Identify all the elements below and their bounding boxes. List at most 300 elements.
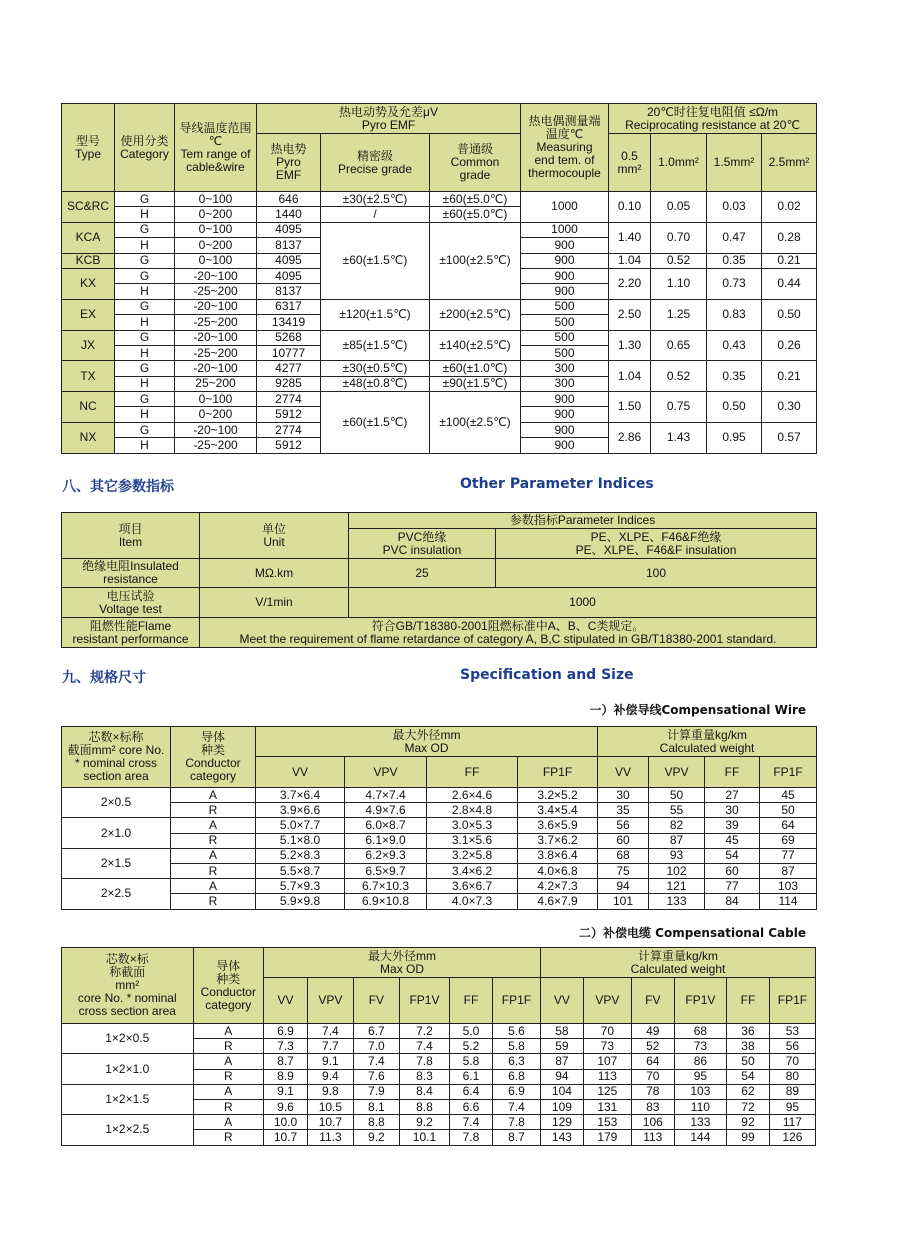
resistance-cell: 2.86 bbox=[609, 422, 651, 453]
weight-cell: 69 bbox=[760, 833, 817, 848]
weight-cell: 60 bbox=[705, 863, 760, 878]
od-cell: 3.4×6.2 bbox=[427, 863, 518, 878]
weight-cell: 54 bbox=[705, 848, 760, 863]
od-cell: 8.1 bbox=[353, 1099, 399, 1114]
precise-cell: ±120(±1.5℃) bbox=[321, 299, 430, 330]
od-cell: 6.1 bbox=[450, 1069, 493, 1084]
section-title-other-cn: 八、其它参数指标 bbox=[62, 479, 174, 495]
weight-cell: 101 bbox=[598, 894, 649, 909]
od-cell: 5.2×8.3 bbox=[256, 848, 345, 863]
weight-cell: 50 bbox=[727, 1054, 770, 1069]
table-row bbox=[62, 299, 817, 314]
measure-cell: 300 bbox=[521, 376, 609, 391]
table-row bbox=[62, 788, 817, 803]
weight-cell: 73 bbox=[583, 1039, 631, 1054]
table-row bbox=[62, 833, 817, 848]
weight-cell: 52 bbox=[631, 1039, 674, 1054]
unit-header: 单位 Unit bbox=[200, 513, 349, 559]
precise-cell: ±60(±1.5℃) bbox=[321, 392, 430, 454]
table-row bbox=[62, 361, 817, 376]
category-cell: G bbox=[115, 268, 175, 283]
range-cell: -25~200 bbox=[175, 315, 257, 330]
od-cell: 4.9×7.6 bbox=[345, 803, 427, 818]
od-cell: 2.6×4.6 bbox=[427, 788, 518, 803]
section-title-other-en: Other Parameter Indices bbox=[460, 476, 654, 492]
table-row bbox=[62, 1084, 816, 1099]
weight-cell: 106 bbox=[631, 1115, 674, 1130]
od-cell: 8.7 bbox=[264, 1054, 308, 1069]
weight-cell: 77 bbox=[705, 879, 760, 894]
weight-cell: 77 bbox=[760, 848, 817, 863]
od-col-header: VPV bbox=[307, 978, 353, 1024]
resistance-cell: 2.50 bbox=[609, 299, 651, 330]
param-indices-header: 参数指标Parameter Indices bbox=[349, 513, 817, 529]
resistance-cell: 0.10 bbox=[609, 192, 651, 223]
weight-cell: 131 bbox=[583, 1099, 631, 1114]
common-cell: ±90(±1.5℃) bbox=[430, 376, 521, 391]
range-cell: -25~200 bbox=[175, 284, 257, 299]
weight-cell: 50 bbox=[649, 788, 705, 803]
weight-cell: 78 bbox=[631, 1084, 674, 1099]
insulation-label: 绝缘电阻Insulated resistance bbox=[62, 559, 200, 588]
od-cell: 6.9 bbox=[264, 1024, 308, 1039]
od-col-header: VV bbox=[264, 978, 308, 1024]
resistance-cell: 1.25 bbox=[651, 299, 707, 330]
insulation-unit: MΩ.km bbox=[200, 559, 349, 588]
range-cell: 0~100 bbox=[175, 222, 257, 237]
pvc-header: PVC绝缘 PVC insulation bbox=[349, 529, 496, 559]
pyro-cell: 2774 bbox=[257, 422, 321, 437]
weight-cell: 45 bbox=[760, 788, 817, 803]
od-cell: 6.8 bbox=[492, 1069, 540, 1084]
section-title-spec-en: Specification and Size bbox=[460, 667, 634, 683]
od-cell: 3.9×6.6 bbox=[256, 803, 345, 818]
resistance-cell: 0.50 bbox=[707, 392, 762, 423]
weight-cell: 54 bbox=[727, 1069, 770, 1084]
section-title-spec-cn: 九、规格尺寸 bbox=[62, 670, 146, 686]
pyro-cell: 9285 bbox=[257, 376, 321, 391]
range-cell: 0~200 bbox=[175, 407, 257, 422]
weight-cell: 129 bbox=[541, 1115, 584, 1130]
od-cell: 4.0×6.8 bbox=[518, 863, 598, 878]
weight-cell: 143 bbox=[541, 1130, 584, 1145]
voltage-unit: V/1min bbox=[200, 588, 349, 618]
od-cell: 6.4 bbox=[450, 1084, 493, 1099]
od-cell: 3.7×6.4 bbox=[256, 788, 345, 803]
conductor-cell: R bbox=[193, 1069, 264, 1084]
weight-cell: 68 bbox=[674, 1024, 726, 1039]
measure-cell: 900 bbox=[521, 238, 609, 253]
type-cell: KCA bbox=[62, 222, 115, 253]
weight-cell: 153 bbox=[583, 1115, 631, 1130]
weight-cell: 50 bbox=[760, 803, 817, 818]
od-cell: 6.5×9.7 bbox=[345, 863, 427, 878]
resistance-cell: 0.05 bbox=[651, 192, 707, 223]
weight-cell: 83 bbox=[631, 1099, 674, 1114]
precise-cell: ±48(±0.8℃) bbox=[321, 376, 430, 391]
od-cell: 5.7×9.3 bbox=[256, 879, 345, 894]
pyro-cell: 4095 bbox=[257, 253, 321, 268]
type-cell: SC&RC bbox=[62, 192, 115, 223]
pyro-cell: 4095 bbox=[257, 222, 321, 237]
od-cell: 5.8 bbox=[492, 1039, 540, 1054]
measuring-end-header: 热电偶测量端 温度℃ Measuring end tem. of thermocouple bbox=[521, 104, 609, 192]
weight-cell: 103 bbox=[760, 879, 817, 894]
wt-col-header: FP1F bbox=[769, 978, 815, 1024]
resistance-cell: 0.50 bbox=[762, 299, 817, 330]
resistance-cell: 0.57 bbox=[762, 422, 817, 453]
od-cell: 8.8 bbox=[399, 1099, 449, 1114]
category-cell: H bbox=[115, 376, 175, 391]
pyro-cell: 5268 bbox=[257, 330, 321, 345]
weight-cell: 35 bbox=[598, 803, 649, 818]
resistance-cell: 1.43 bbox=[651, 422, 707, 453]
od-cell: 10.0 bbox=[264, 1115, 308, 1130]
od-cell: 3.4×5.4 bbox=[518, 803, 598, 818]
category-cell: G bbox=[115, 253, 175, 268]
od-cell: 5.0 bbox=[450, 1024, 493, 1039]
measure-cell: 1000 bbox=[521, 222, 609, 237]
od-cell: 3.6×5.9 bbox=[518, 818, 598, 833]
od-cell: 5.2 bbox=[450, 1039, 493, 1054]
od-cell: 6.1×9.0 bbox=[345, 833, 427, 848]
resistance-cell: 0.21 bbox=[762, 361, 817, 392]
measure-cell: 900 bbox=[521, 392, 609, 407]
pyro-cell: 6317 bbox=[257, 299, 321, 314]
od-col-header: FP1F bbox=[492, 978, 540, 1024]
conductor-cell: A bbox=[193, 1054, 264, 1069]
weight-cell: 70 bbox=[631, 1069, 674, 1084]
resistance-cell: 0.70 bbox=[651, 222, 707, 253]
other-params-table bbox=[61, 512, 817, 648]
conductor-cell: R bbox=[171, 803, 256, 818]
weight-cell: 133 bbox=[649, 894, 705, 909]
weight-cell: 68 bbox=[598, 848, 649, 863]
weight-cell: 49 bbox=[631, 1024, 674, 1039]
range-cell: -20~100 bbox=[175, 361, 257, 376]
resistance-cell: 0.43 bbox=[707, 330, 762, 361]
pyro-cell: 8137 bbox=[257, 284, 321, 299]
weight-cell: 82 bbox=[649, 818, 705, 833]
res-col-header: 2.5mm² bbox=[762, 134, 817, 192]
type-cell: KX bbox=[62, 268, 115, 299]
measure-cell: 500 bbox=[521, 299, 609, 314]
od-cell: 5.6 bbox=[492, 1024, 540, 1039]
conductor-cell: R bbox=[193, 1039, 264, 1054]
weight-cell: 70 bbox=[583, 1024, 631, 1039]
od-cell: 7.4 bbox=[307, 1024, 353, 1039]
od-cell: 3.2×5.2 bbox=[518, 788, 598, 803]
weight-cell: 102 bbox=[649, 863, 705, 878]
voltage-value: 1000 bbox=[349, 588, 817, 618]
od-cell: 6.7×10.3 bbox=[345, 879, 427, 894]
weight-cell: 103 bbox=[674, 1084, 726, 1099]
weight-cell: 125 bbox=[583, 1084, 631, 1099]
od-cell: 3.6×6.7 bbox=[427, 879, 518, 894]
od-cell: 10.7 bbox=[264, 1130, 308, 1145]
weight-cell: 104 bbox=[541, 1084, 584, 1099]
voltage-label: 电压试验 Voltage test bbox=[62, 588, 200, 618]
cable-spec-table bbox=[61, 947, 816, 1146]
table-row bbox=[62, 803, 817, 818]
range-cell: -25~200 bbox=[175, 345, 257, 360]
wire-spec-table bbox=[61, 726, 817, 910]
weight-header: 计算重量kg/km Calculated weight bbox=[541, 948, 816, 978]
conductor-cell: A bbox=[171, 879, 256, 894]
size-cell: 1×2×2.5 bbox=[62, 1115, 194, 1145]
wt-col-header: FF bbox=[705, 757, 760, 788]
range-cell: -25~200 bbox=[175, 438, 257, 453]
wt-col-header: VPV bbox=[649, 757, 705, 788]
precise-cell: ±30(±0.5℃) bbox=[321, 361, 430, 376]
pyro-cell: 4277 bbox=[257, 361, 321, 376]
category-cell: G bbox=[115, 299, 175, 314]
od-cell: 9.2 bbox=[399, 1115, 449, 1130]
range-cell: 25~200 bbox=[175, 376, 257, 391]
precise-cell: ±85(±1.5℃) bbox=[321, 330, 430, 361]
od-cell: 5.1×8.0 bbox=[256, 833, 345, 848]
resistance-cell: 0.95 bbox=[707, 422, 762, 453]
weight-cell: 64 bbox=[631, 1054, 674, 1069]
insulation-pe: 100 bbox=[496, 559, 817, 588]
od-cell: 7.8 bbox=[399, 1054, 449, 1069]
od-cell: 9.1 bbox=[307, 1054, 353, 1069]
resistance-cell: 0.35 bbox=[707, 253, 762, 268]
table-row bbox=[62, 1054, 816, 1069]
od-cell: 9.6 bbox=[264, 1099, 308, 1114]
range-cell: 0~100 bbox=[175, 192, 257, 207]
type-cell: NX bbox=[62, 422, 115, 453]
od-cell: 8.8 bbox=[353, 1115, 399, 1130]
measure-cell: 900 bbox=[521, 422, 609, 437]
table-row bbox=[62, 848, 817, 863]
measure-cell: 900 bbox=[521, 253, 609, 268]
od-cell: 7.8 bbox=[450, 1130, 493, 1145]
common-cell: ±200(±2.5℃) bbox=[430, 299, 521, 330]
weight-cell: 62 bbox=[727, 1084, 770, 1099]
weight-cell: 110 bbox=[674, 1099, 726, 1114]
category-cell: H bbox=[115, 345, 175, 360]
pe-header: PE、XLPE、F46&F绝缘 PE、XLPE、F46&F insulation bbox=[496, 529, 817, 559]
conductor-cell: A bbox=[171, 848, 256, 863]
weight-cell: 39 bbox=[705, 818, 760, 833]
col-type-header: 型号 Type bbox=[62, 104, 115, 192]
resistance-cell: 0.52 bbox=[651, 253, 707, 268]
od-cell: 7.4 bbox=[492, 1099, 540, 1114]
category-cell: H bbox=[115, 284, 175, 299]
od-cell: 11.3 bbox=[307, 1130, 353, 1145]
precise-grade-header: 精密级 Precise grade bbox=[321, 134, 430, 192]
od-cell: 8.7 bbox=[492, 1130, 540, 1145]
pyro-cell: 8137 bbox=[257, 238, 321, 253]
max-od-header: 最大外径mm Max OD bbox=[256, 727, 598, 757]
weight-cell: 109 bbox=[541, 1099, 584, 1114]
conductor-cell: R bbox=[171, 894, 256, 909]
table-row bbox=[62, 192, 817, 207]
core-size-header: 芯数×标 称截面 mm² core No. * nominal cross section area bbox=[62, 948, 194, 1024]
type-cell: TX bbox=[62, 361, 115, 392]
col-temp-range-header: 导线温度范围 ℃ Tem range of cable&wire bbox=[175, 104, 257, 192]
weight-cell: 113 bbox=[631, 1130, 674, 1145]
od-cell: 7.4 bbox=[399, 1039, 449, 1054]
conductor-cell: R bbox=[193, 1099, 264, 1114]
od-cell: 9.8 bbox=[307, 1084, 353, 1099]
weight-cell: 121 bbox=[649, 879, 705, 894]
col-category-header: 使用分类 Category bbox=[115, 104, 175, 192]
od-cell: 4.0×7.3 bbox=[427, 894, 518, 909]
size-cell: 2×1.0 bbox=[62, 818, 171, 848]
table-row bbox=[62, 1115, 816, 1130]
res-col-header: 1.5mm² bbox=[707, 134, 762, 192]
od-cell: 5.9×9.8 bbox=[256, 894, 345, 909]
res-col-header: 0.5 mm² bbox=[609, 134, 651, 192]
od-cell: 3.1×5.6 bbox=[427, 833, 518, 848]
table-row bbox=[62, 1024, 816, 1039]
weight-cell: 95 bbox=[674, 1069, 726, 1084]
weight-cell: 30 bbox=[598, 788, 649, 803]
weight-cell: 53 bbox=[769, 1024, 815, 1039]
od-cell: 7.3 bbox=[264, 1039, 308, 1054]
od-cell: 10.7 bbox=[307, 1115, 353, 1130]
wt-col-header: FV bbox=[631, 978, 674, 1024]
weight-cell: 58 bbox=[541, 1024, 584, 1039]
weight-cell: 89 bbox=[769, 1084, 815, 1099]
weight-cell: 93 bbox=[649, 848, 705, 863]
table-row bbox=[62, 894, 817, 909]
pyro-cell: 646 bbox=[257, 192, 321, 207]
weight-cell: 92 bbox=[727, 1115, 770, 1130]
type-cell: NC bbox=[62, 392, 115, 423]
resistance-cell: 0.47 bbox=[707, 222, 762, 253]
range-cell: -20~100 bbox=[175, 268, 257, 283]
measure-cell: 900 bbox=[521, 438, 609, 453]
od-cell: 3.8×6.4 bbox=[518, 848, 598, 863]
common-grade-header: 普通级 Common grade bbox=[430, 134, 521, 192]
pyro-cell: 1440 bbox=[257, 207, 321, 222]
common-cell: ±140(±2.5℃) bbox=[430, 330, 521, 361]
weight-cell: 59 bbox=[541, 1039, 584, 1054]
item-header: 项目 Item bbox=[62, 513, 200, 559]
conductor-cell: A bbox=[193, 1084, 264, 1099]
category-cell: G bbox=[115, 422, 175, 437]
weight-cell: 80 bbox=[769, 1069, 815, 1084]
measure-cell: 1000 bbox=[521, 192, 609, 223]
category-cell: G bbox=[115, 361, 175, 376]
subtitle-wire: 一）补偿导线Compensational Wire bbox=[589, 703, 806, 717]
pyro-cell: 2774 bbox=[257, 392, 321, 407]
resistance-cell: 1.04 bbox=[609, 253, 651, 268]
wt-col-header: VPV bbox=[583, 978, 631, 1024]
resistance-cell: 0.02 bbox=[762, 192, 817, 223]
resistance-cell: 0.73 bbox=[707, 268, 762, 299]
weight-cell: 55 bbox=[649, 803, 705, 818]
resistance-cell: 0.30 bbox=[762, 392, 817, 423]
resistance-cell: 0.65 bbox=[651, 330, 707, 361]
range-cell: 0~200 bbox=[175, 207, 257, 222]
weight-cell: 94 bbox=[541, 1069, 584, 1084]
precise-cell: / bbox=[321, 207, 430, 222]
type-cell: KCB bbox=[62, 253, 115, 268]
conductor-header: 导体 种类 Conductor category bbox=[171, 727, 256, 788]
conductor-cell: R bbox=[171, 833, 256, 848]
weight-cell: 133 bbox=[674, 1115, 726, 1130]
od-col-header: FP1V bbox=[399, 978, 449, 1024]
weight-cell: 144 bbox=[674, 1130, 726, 1145]
od-cell: 6.6 bbox=[450, 1099, 493, 1114]
resistance-cell: 1.10 bbox=[651, 268, 707, 299]
weight-cell: 70 bbox=[769, 1054, 815, 1069]
resistance-header: 20℃时往复电阻值 ≤Ω/m Reciprocating resistance at 20℃ bbox=[609, 104, 817, 134]
pyro-cell: 5912 bbox=[257, 407, 321, 422]
range-cell: -20~100 bbox=[175, 299, 257, 314]
common-cell: ±60(±5.0℃) bbox=[430, 192, 521, 207]
weight-cell: 107 bbox=[583, 1054, 631, 1069]
category-cell: H bbox=[115, 315, 175, 330]
flame-label: 阻燃性能Flame resistant performance bbox=[62, 618, 200, 648]
insulation-pvc: 25 bbox=[349, 559, 496, 588]
table-row bbox=[62, 222, 817, 237]
weight-cell: 64 bbox=[760, 818, 817, 833]
od-cell: 5.5×8.7 bbox=[256, 863, 345, 878]
pyro-emf-header: 热电动势及允差μV Pyro EMF bbox=[257, 104, 521, 134]
od-cell: 9.2 bbox=[353, 1130, 399, 1145]
weight-cell: 36 bbox=[727, 1024, 770, 1039]
od-cell: 5.0×7.7 bbox=[256, 818, 345, 833]
range-cell: 0~100 bbox=[175, 392, 257, 407]
weight-header: 计算重量kg/km Calculated weight bbox=[598, 727, 817, 757]
weight-cell: 84 bbox=[705, 894, 760, 909]
range-cell: 0~200 bbox=[175, 238, 257, 253]
wt-col-header: FP1V bbox=[674, 978, 726, 1024]
od-col-header: FF bbox=[450, 978, 493, 1024]
measure-cell: 500 bbox=[521, 330, 609, 345]
max-od-header: 最大外径mm Max OD bbox=[264, 948, 541, 978]
od-cell: 7.7 bbox=[307, 1039, 353, 1054]
measure-cell: 500 bbox=[521, 315, 609, 330]
conductor-cell: A bbox=[171, 818, 256, 833]
common-cell: ±60(±5.0℃) bbox=[430, 207, 521, 222]
weight-cell: 87 bbox=[541, 1054, 584, 1069]
od-cell: 9.1 bbox=[264, 1084, 308, 1099]
size-cell: 2×0.5 bbox=[62, 788, 171, 818]
weight-cell: 60 bbox=[598, 833, 649, 848]
od-cell: 4.6×7.9 bbox=[518, 894, 598, 909]
od-cell: 7.4 bbox=[353, 1054, 399, 1069]
category-cell: G bbox=[115, 392, 175, 407]
conductor-cell: R bbox=[171, 863, 256, 878]
conductor-header: 导体 种类 Conductor category bbox=[193, 948, 264, 1024]
od-cell: 10.5 bbox=[307, 1099, 353, 1114]
category-cell: G bbox=[115, 330, 175, 345]
pyro-cell: 5912 bbox=[257, 438, 321, 453]
resistance-cell: 1.30 bbox=[609, 330, 651, 361]
od-cell: 6.0×8.7 bbox=[345, 818, 427, 833]
od-col-header: FV bbox=[353, 978, 399, 1024]
weight-cell: 56 bbox=[769, 1039, 815, 1054]
precise-cell: ±30(±2.5℃) bbox=[321, 192, 430, 207]
od-col-header: FP1F bbox=[518, 757, 598, 788]
res-col-header: 1.0mm² bbox=[651, 134, 707, 192]
od-cell: 6.9×10.8 bbox=[345, 894, 427, 909]
weight-cell: 30 bbox=[705, 803, 760, 818]
size-cell: 1×2×1.5 bbox=[62, 1084, 194, 1114]
measure-cell: 900 bbox=[521, 268, 609, 283]
resistance-cell: 1.40 bbox=[609, 222, 651, 253]
resistance-cell: 0.21 bbox=[762, 253, 817, 268]
table-row bbox=[62, 879, 817, 894]
category-cell: G bbox=[115, 222, 175, 237]
size-cell: 1×2×0.5 bbox=[62, 1024, 194, 1054]
